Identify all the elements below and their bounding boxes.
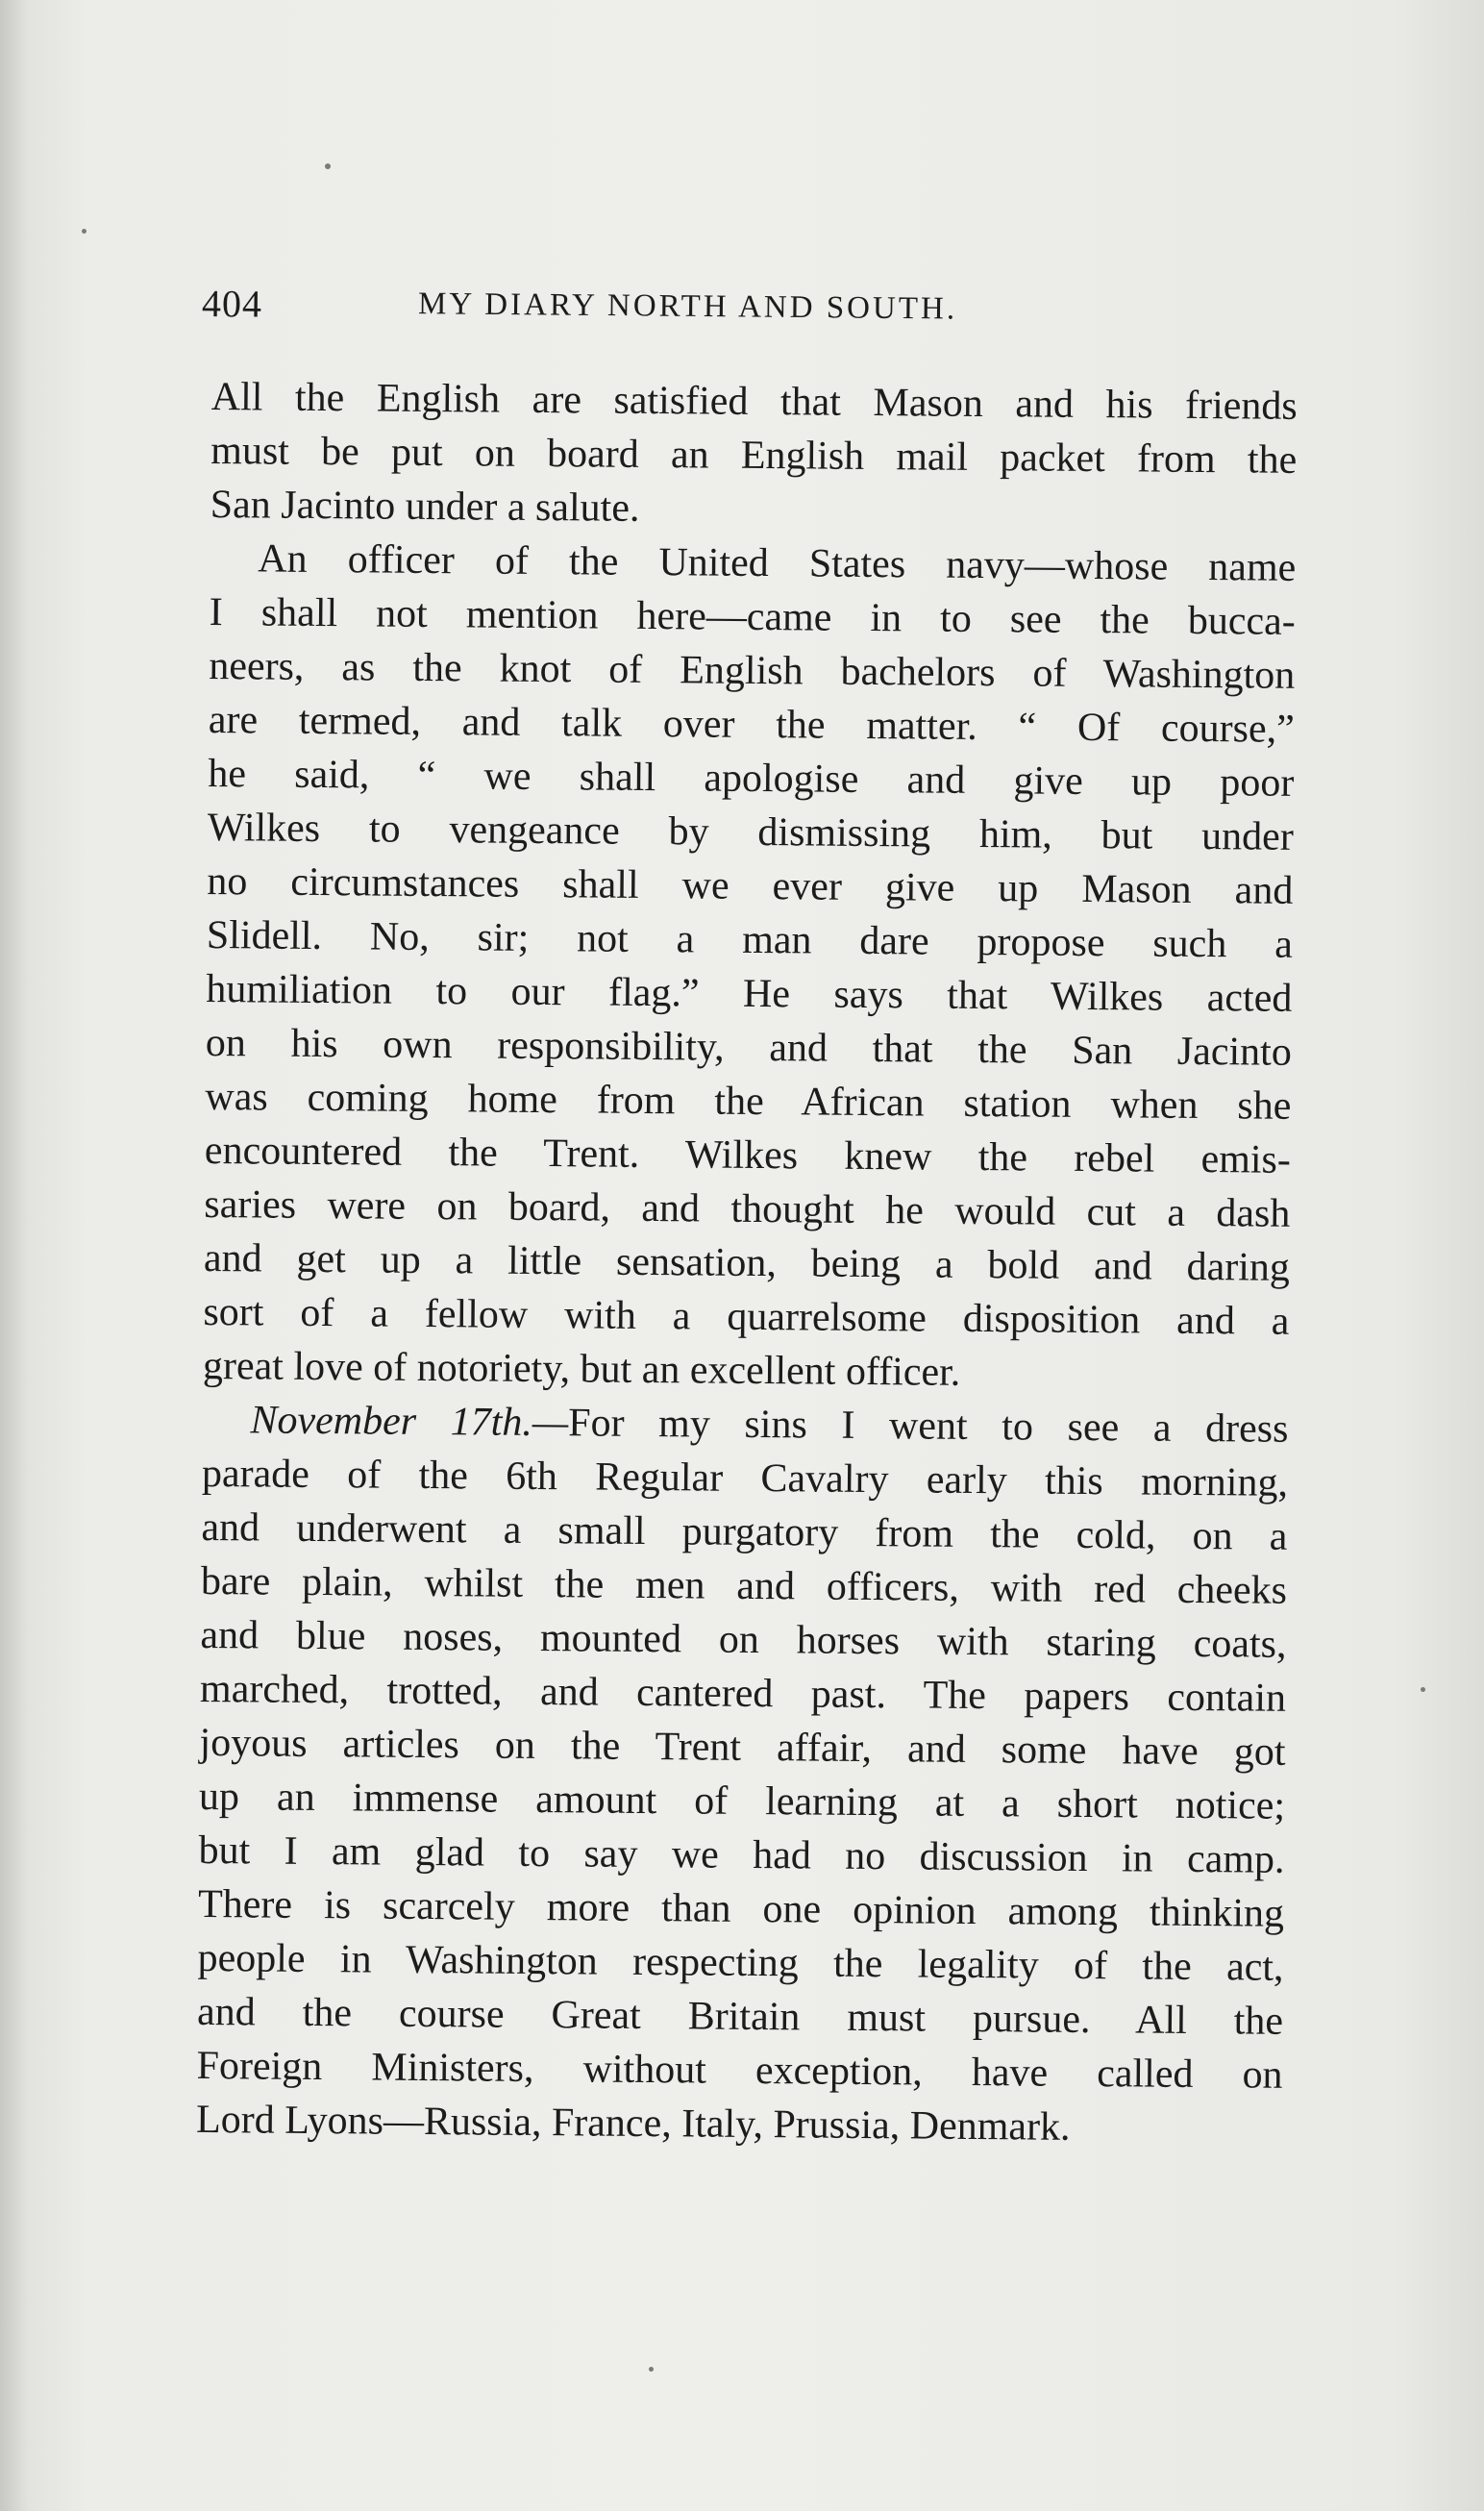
text-line: I shall not mention here—came in to see the bucca- bbox=[209, 589, 1296, 644]
text-line-rest: For my sins I went to see a dress bbox=[568, 1401, 1289, 1452]
text-line: encountered the Trent. Wilkes knew the rebel emis- bbox=[204, 1128, 1292, 1182]
text-line: saries were on board, and thought he would cut a dash bbox=[204, 1181, 1291, 1236]
text-line: neers, as the knot of English bachelors of Washington bbox=[209, 643, 1296, 698]
text-line: and underwent a small purgatory from the cold, on a bbox=[201, 1504, 1288, 1559]
text-line: bare plain, whilst the men and officers, with red cheeks bbox=[200, 1558, 1288, 1613]
text-line: and the course Great Britain must pursue. All the bbox=[196, 1989, 1284, 2044]
text-line: on his own responsibility, and that the San Jacinto bbox=[205, 1020, 1293, 1075]
text-line: sort of a fellow with a quarrelsome disposition and a bbox=[203, 1289, 1290, 1344]
text-line: but I am glad to say we had no discussion in camp. bbox=[198, 1827, 1285, 1882]
text-line: Slidell. No, sir; not a man dare propose such a bbox=[206, 912, 1294, 967]
text-line-date-entry bbox=[202, 1393, 1288, 1456]
text-line: great love of notoriety, but an excellent officer. bbox=[202, 1343, 961, 1395]
text-line: people in Washington respecting the legality of the act, bbox=[197, 1935, 1284, 1990]
text-line: Foreign Ministers, without exception, have called on bbox=[196, 2043, 1283, 2098]
text-line: marched, trotted, and cantered past. The papers contain bbox=[199, 1666, 1287, 1721]
paper-speck bbox=[325, 163, 331, 169]
text-line: Lord Lyons—Russia, France, Italy, Prussia, Denmark. bbox=[195, 2097, 1071, 2150]
text-line: parade of the 6th Regular Cavalry early this morning, bbox=[201, 1451, 1289, 1505]
text-line: no circumstances shall we ever give up Mason and bbox=[207, 858, 1294, 913]
text-line: San Jacinto under a salute. bbox=[210, 482, 640, 531]
page-number: 404 bbox=[201, 282, 263, 326]
paper-speck bbox=[1421, 1687, 1425, 1692]
page-header bbox=[202, 281, 1308, 349]
paper-speck bbox=[649, 2367, 654, 2372]
text-line: was coming home from the African station when she bbox=[205, 1074, 1292, 1129]
text-line: There is scarcely more than one opinion among thinking bbox=[197, 1881, 1285, 1936]
text-line: Wilkes to vengeance by dismissing him, but under bbox=[207, 805, 1295, 859]
text-line: must be put on board an English mail packet from the bbox=[210, 428, 1298, 483]
text-line: he said, “ we shall apologise and give up poor bbox=[208, 751, 1295, 806]
text-line: up an immense amount of learning at a short notice; bbox=[198, 1774, 1286, 1828]
page-gutter-shadow bbox=[0, 0, 29, 2511]
text-line: An officer of the United States navy—whose name bbox=[258, 536, 1297, 590]
text-line: All the English are satisfied that Mason and his friends bbox=[210, 374, 1298, 429]
text-line: are termed, and talk over the matter. “ Of course,” bbox=[208, 697, 1295, 752]
text-line: joyous articles on the Trent affair, and some have got bbox=[199, 1720, 1286, 1775]
date-entry: November 17th.— bbox=[250, 1398, 569, 1446]
body-text bbox=[196, 370, 1298, 2156]
text-line: and get up a little sensation, being a bold and daring bbox=[203, 1235, 1291, 1290]
text-line: and blue noses, mounted on horses with staring coats, bbox=[200, 1612, 1287, 1667]
running-head: MY DIARY NORTH AND SOUTH. bbox=[417, 286, 958, 327]
paper-speck bbox=[82, 229, 87, 234]
text-line: humiliation to our flag.” He says that Wilkes acted bbox=[206, 966, 1293, 1021]
